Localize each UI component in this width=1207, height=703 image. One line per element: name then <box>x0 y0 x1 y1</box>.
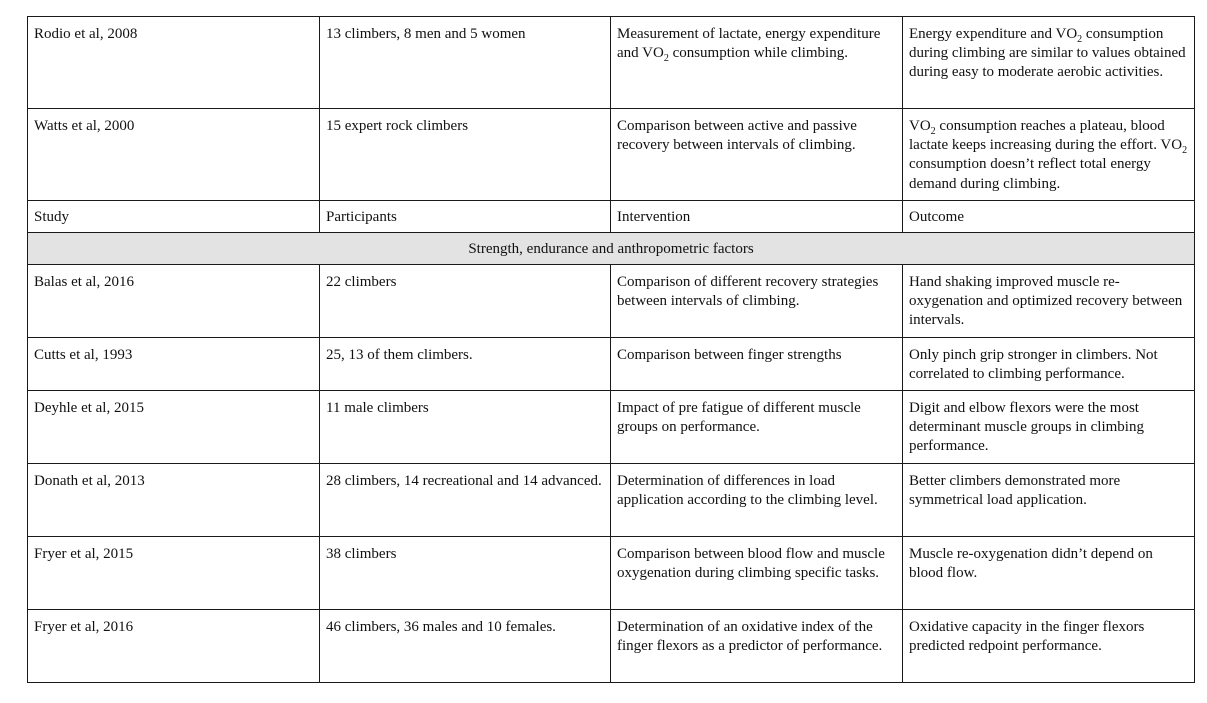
intervention-cell <box>611 109 903 201</box>
study-cell: Fryer et al, 2015 <box>28 537 320 610</box>
outcome-cell <box>903 17 1195 109</box>
participants-cell: 46 climbers, 36 males and 10 females. <box>320 610 611 683</box>
table-row <box>28 338 1195 391</box>
outcome-cell: Only pinch grip stronger in climbers. Not correlated to climbing performance. <box>903 338 1195 391</box>
table-row <box>28 610 1195 683</box>
participants-cell: 25, 13 of them climbers. <box>320 338 611 391</box>
participants-cell: 22 climbers <box>320 265 611 338</box>
cell-text: Comparison between active and passive recovery between intervals of climbing. <box>617 118 857 154</box>
table-header-row <box>28 201 1195 233</box>
study-cell: Donath et al, 2013 <box>28 464 320 537</box>
section-row <box>28 233 1195 265</box>
participants-cell: 28 climbers, 14 recreational and 14 advanced. <box>320 464 611 537</box>
study-cell: Rodio et al, 2008 <box>28 17 320 109</box>
study-cell: Balas et al, 2016 <box>28 265 320 338</box>
header-participants: Participants <box>320 201 611 233</box>
subscript-text: 2 <box>1077 34 1083 45</box>
participants-cell: 15 expert rock climbers <box>320 109 611 201</box>
cell-text: Energy expenditure and VO <box>909 26 1078 42</box>
participants-cell: 11 male climbers <box>320 391 611 464</box>
intervention-cell: Determination of differences in load application according to the climbing level. <box>611 464 903 537</box>
subscript-text: 2 <box>930 126 936 137</box>
table-row <box>28 265 1195 338</box>
studies-table <box>27 16 1195 683</box>
intervention-cell: Comparison between finger strengths <box>611 338 903 391</box>
section-title: Strength, endurance and anthropometric factors <box>28 233 1195 265</box>
study-cell: Deyhle et al, 2015 <box>28 391 320 464</box>
subscript-text: 2 <box>663 53 669 65</box>
cell-text: consumption reaches a plateau, blood lactate keeps increasing during the effort. VO <box>909 118 1183 154</box>
table-row <box>28 537 1195 610</box>
outcome-cell: Digit and elbow flexors were the most determinant muscle groups in climbing performance. <box>903 391 1195 464</box>
study-cell: Fryer et al, 2016 <box>28 610 320 683</box>
outcome-cell: Muscle re-oxygenation didn’t depend on blood flow. <box>903 537 1195 610</box>
header-study: Study <box>28 201 320 233</box>
cell-text: consumption doesn’t reflect total energy demand during climbing. <box>909 156 1151 192</box>
intervention-cell: Impact of pre fatigue of different muscle groups on performance. <box>611 391 903 464</box>
intervention-cell: Comparison of different recovery strategies between intervals of climbing. <box>611 265 903 338</box>
outcome-cell: Oxidative capacity in the finger flexors predicted redpoint performance. <box>903 610 1195 683</box>
cell-text: consumption during climbing are similar to values obtained during easy to moderate aerobic activities. <box>909 26 1186 81</box>
participants-cell: 13 climbers, 8 men and 5 women <box>320 17 611 109</box>
subscript-text: 2 <box>1182 145 1188 157</box>
header-intervention: Intervention <box>611 201 903 233</box>
cell-text: Measurement of lactate, energy expenditure and VO <box>617 26 881 62</box>
table-row <box>28 464 1195 537</box>
header-outcome: Outcome <box>903 201 1195 233</box>
table-row <box>28 391 1195 464</box>
intervention-cell <box>611 17 903 109</box>
study-cell: Watts et al, 2000 <box>28 109 320 201</box>
intervention-cell: Determination of an oxidative index of the finger flexors as a predictor of performance. <box>611 610 903 683</box>
table-row <box>28 17 1195 109</box>
study-cell: Cutts et al, 1993 <box>28 338 320 391</box>
cell-text: consumption while climbing. <box>668 45 848 62</box>
cell-text: VO <box>909 118 931 134</box>
outcome-cell <box>903 109 1195 201</box>
table-row <box>28 109 1195 201</box>
outcome-cell: Better climbers demonstrated more symmetrical load application. <box>903 464 1195 537</box>
participants-cell: 38 climbers <box>320 537 611 610</box>
outcome-cell: Hand shaking improved muscle re-oxygenation and optimized recovery between intervals. <box>903 265 1195 338</box>
intervention-cell: Comparison between blood flow and muscle oxygenation during climbing specific tasks. <box>611 537 903 610</box>
